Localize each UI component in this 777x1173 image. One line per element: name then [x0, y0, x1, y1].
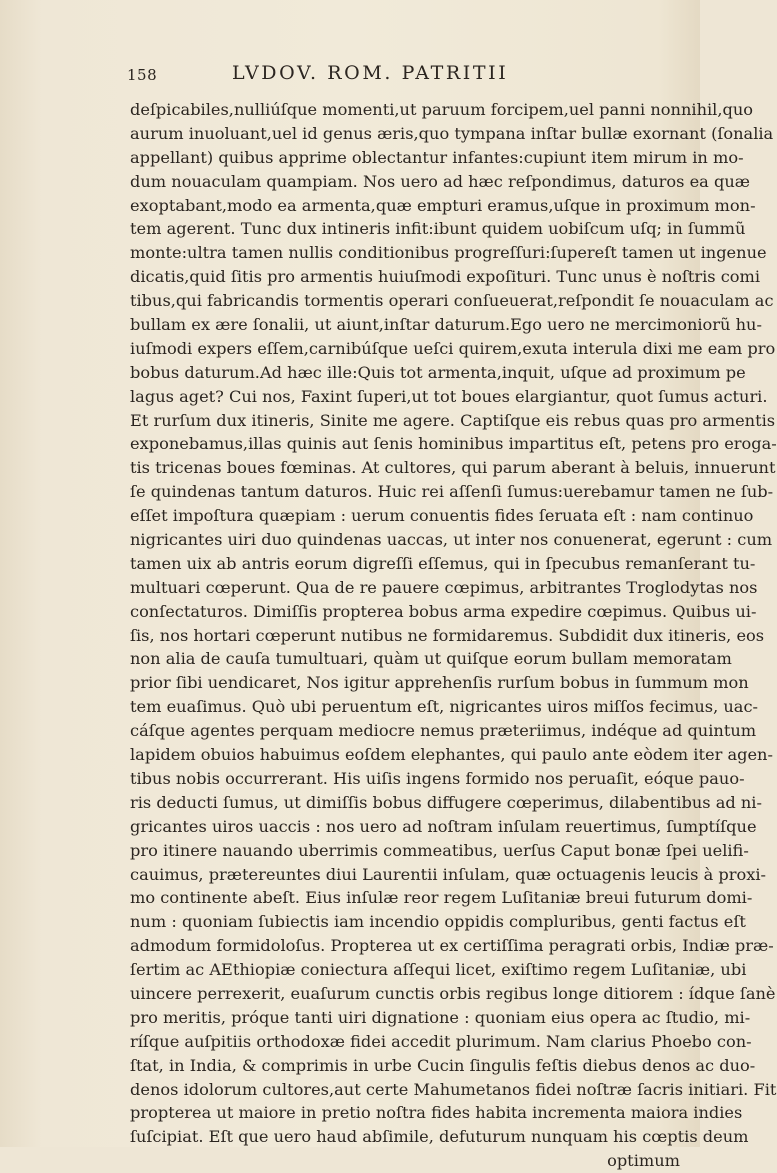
text-line: uincere perrexerit, euaſurum cunctis orbis regibus longe ditiorem : ídque ſanè: [130, 983, 776, 1003]
text-line: cauimus, prætereuntes diui Laurentii inſulam, quæ octuagenis leucis à proxi-: [130, 864, 766, 884]
text-line: mo continente abeſt. Eius inſulæ reor regem Luſitaniæ breui futurum domi-: [130, 888, 753, 908]
text-line: tamen uix ab antris eorum digreſſi eſſemus, qui in ſpecubus remanſerant tu-: [130, 553, 756, 573]
text-line: gricantes uiros uaccis : nos uero ad noſtram inſulam reuertimus, ſumptíſque: [130, 816, 757, 836]
text-line: multuari cœperunt. Qua de re pauere cœpimus, arbitrantes Troglodytas nos: [130, 577, 758, 597]
text-line: appellant) quibus apprime oblectantur infantes:cupiunt item mirum in mo-: [130, 147, 744, 167]
text-line: dicatis,quid ſitis pro armentis huiuſmodi expoſituri. Tunc unus è noſtris comi: [130, 267, 761, 287]
text-line: conſectaturos. Dimiſſis propterea bobus arma expedire cœpimus. Quibus ui-: [130, 601, 757, 621]
text-line: tem euaſimus. Quò ubi peruentum eſt, nigricantes uiros miſſos fecimus, uac-: [130, 697, 758, 717]
text-line: tibus nobis occurrerant. His uiſis ingens formido nos peruaſit, eóque pauo-: [130, 768, 745, 788]
text-line: prior ſibi uendicaret, Nos igitur apprehenſis rurſum bobus in ſummum mon: [130, 673, 749, 693]
text-line: cáſque agentes perquam mediocre nemus prætеriimus, indéque ad quintum: [130, 721, 757, 741]
text-line: ſe quindenas tantum daturos. Huic rei aſſenſi ſumus:uerebamur tamen ne ſub-: [130, 482, 774, 502]
text-line: tibus,qui fabricandis tormentis operari conſueuerat,reſpondit ſe nouaculam ac: [130, 291, 774, 311]
running-head: LVDOV. ROM. PATRITII: [232, 62, 509, 84]
text-line: non alia de cauſa tumultuari, quàm ut quiſque eorum bullam memoratam: [130, 649, 732, 669]
text-line: aurum inuoluant,uel id genus æris,quo tympana inſtar bullæ exornant (ſonalia: [130, 123, 774, 143]
text-line: lapidem obuios habuimus eoſdem elephantes, qui paulo ante eòdem iter agen-: [130, 745, 773, 765]
text-line: num : quoniam ſubiectis iam incendio oppidis compluribus, genti factus eſt: [130, 912, 746, 932]
text-line: pro meritis, próque tanti uiri dignatione : quoniam eius opera ac ſtudio, mi-: [130, 1007, 751, 1027]
text-line: ris deducti ſumus, ut dimiſſis bobus diffugere cœperimus, dilabentibus ad ni-: [130, 792, 762, 812]
text-line: propterea ut maiore in pretio noſtra fides habita incrementa maiora indies: [130, 1103, 743, 1123]
text-line: iuſmodi expers eſſem,carnibúſque ueſci quirem,exuta interula dixi me eam pro: [130, 338, 776, 358]
text-line: exoptabant,modo ea armenta,quæ empturi eramus,uſque in proximum mon-: [130, 195, 756, 215]
text-line: ſis, nos hortari cœperunt nutibus ne formidaremus. Subdidit dux itineris, eos: [130, 625, 765, 645]
text-line: denos idolorum cultores,aut certe Mahumetanos fidei noſtræ ſacris initiari. Fit: [130, 1079, 777, 1099]
text-line: lagus aget? Cui nos, Faxint ſuperi,ut tot boues elargiantur, quot ſumus acturi.: [130, 386, 768, 406]
text-line: exponebamus,illas quinis aut ſenis hominibus impartitus eſt, petens pro eroga-: [130, 434, 777, 454]
text-line: tem agerent. Tunc dux intineris infit:ibunt quidem uobiſcum uſq; in ſummũ: [130, 219, 746, 239]
text-line: ſertim ac AEthiopiæ coniectura aſſequi licet, exiſtimo regem Luſitaniæ, ubi: [130, 960, 747, 980]
text-line: Et rurſum dux itineris, Sinite me agere. Captiſque eis rebus quas pro armentis: [130, 410, 776, 430]
text-line: ríſque auſpitiis orthodoxæ fidei accedit plurimum. Nam clarius Phoebo con-: [130, 1031, 752, 1051]
text-line: optimum: [607, 1151, 680, 1171]
text-line: ſuſcipiat. Eſt que uero haud abſimile, defuturum nunquam his cœptis deum: [130, 1127, 749, 1147]
text-line: deſpicabiles,nulliúſque momenti,ut paruum forcipem,uel panni nonnihil,quo: [130, 100, 754, 119]
text-line: ſtat, in India, & comprimis in urbe Cucin ſingulis feſtis diebus denos ac duo-: [130, 1055, 756, 1075]
text-line: bullam ex ære ſonalii, ut aiunt,inſtar daturum.Ego uero ne mercimoniorũ hu-: [130, 315, 762, 335]
text-line: bobus daturum.Ad hæc ille:Quis tot armenta,inquit, uſque ad proximum pe: [130, 362, 746, 382]
text-line: pro itinere nauando uberrimis commeatibus, uerſus Caput bonæ ſpei uelifi-: [130, 840, 749, 860]
text-line: eſſet impoſtura quæpiam : uerum conuentis fides ſeruata eſt : nam continuo: [130, 506, 754, 526]
page-number: 158: [127, 66, 158, 84]
body-text: [130, 98, 777, 1173]
text-line: dum nouaculam quampiam. Nos uero ad hæc reſpondimus, daturos ea quæ: [130, 171, 750, 191]
text-line: monte:ultra tamen nullis conditionibus progreſſuri:ſupereſt tamen ut ingenue: [130, 243, 767, 263]
text-line: tis tricenas boues fœminas. At cultores, qui parum aberant à beluis, innuerunt: [130, 458, 776, 478]
text-line: admodum formidoloſus. Propterea ut ex certiſſima peragrati orbis, Indiæ præ-: [130, 936, 774, 956]
text-line: nigricantes uiri duo quindenas uaccas, ut inter nos conuenerat, egerunt : cum: [130, 530, 773, 550]
